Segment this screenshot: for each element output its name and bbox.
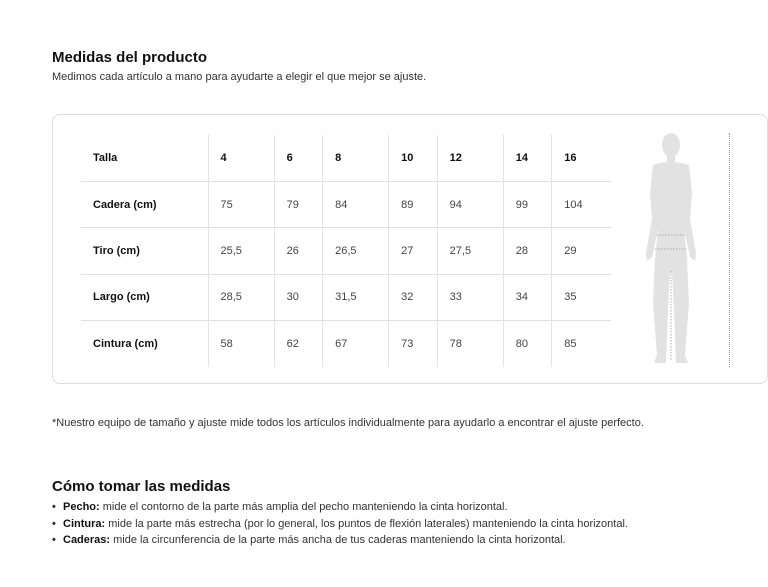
row-label: Tiro (cm) — [81, 228, 208, 274]
table-cell: 99 — [503, 181, 551, 227]
table-cell: 31,5 — [323, 274, 389, 320]
measure-desc: mide la circunferencia de la parte más ancha de tus caderas manteniendo la cinta horizontal. — [110, 534, 566, 546]
table-cell: 27,5 — [437, 228, 503, 274]
how-to-measure-title: Cómo tomar las medidas — [52, 478, 231, 495]
size-chart-card — [52, 114, 768, 384]
size-header-cell: 4 — [208, 135, 274, 181]
bullet-icon: • — [52, 534, 56, 546]
table-cell: 32 — [389, 274, 437, 320]
fit-note: *Nuestro equipo de tamaño y ajuste mide todos los artículos individualmente para ayudarlo a encontrar el ajuste perfecto. — [52, 417, 644, 429]
list-item — [52, 516, 628, 533]
table-cell: 80 — [503, 321, 551, 367]
row-label: Cadera (cm) — [81, 181, 208, 227]
body-silhouette-icon — [643, 133, 699, 367]
table-cell: 78 — [437, 321, 503, 367]
bullet-icon: • — [52, 501, 56, 513]
measure-term: Cintura: — [63, 517, 106, 530]
table-header-label: Talla — [93, 151, 118, 164]
table-cell: 62 — [274, 321, 322, 367]
list-item — [52, 532, 628, 549]
table-cell: 85 — [552, 321, 611, 367]
table-cell: 34 — [503, 274, 551, 320]
table-cell: 30 — [274, 274, 322, 320]
measure-desc: mide la parte más estrecha (por lo general, los puntos de flexión laterales) manteniendo la cinta horizontal. — [105, 517, 628, 530]
list-item — [52, 499, 628, 516]
how-to-measure-list — [52, 499, 628, 549]
table-cell: 27 — [389, 228, 437, 274]
table-cell: 28 — [503, 228, 551, 274]
size-header-cell: 10 — [389, 135, 437, 181]
table-cell: 104 — [552, 181, 611, 227]
measure-term: Caderas: — [63, 534, 111, 546]
size-header-cell: 16 — [552, 135, 611, 181]
table-header-row — [81, 135, 611, 181]
bullet-icon: • — [52, 517, 56, 530]
table-cell: 67 — [323, 321, 389, 367]
size-table — [81, 135, 611, 367]
measure-guide-line — [729, 133, 730, 367]
size-header-cell: 12 — [437, 135, 503, 181]
table-cell: 79 — [274, 181, 322, 227]
table-row — [81, 321, 611, 367]
table-cell: 25,5 — [208, 228, 274, 274]
table-cell: 84 — [323, 181, 389, 227]
table-row — [81, 274, 611, 320]
table-cell: 29 — [552, 228, 611, 274]
table-row — [81, 228, 611, 274]
table-cell: 89 — [389, 181, 437, 227]
size-header-cell: 14 — [503, 135, 551, 181]
page-title: Medidas del producto — [52, 49, 208, 66]
page-subtitle: Medimos cada artículo a mano para ayudarte a elegir el que mejor se ajuste. — [52, 71, 427, 83]
size-header-cell: 8 — [323, 135, 389, 181]
table-cell: 94 — [437, 181, 503, 227]
table-cell: 35 — [552, 274, 611, 320]
measure-term: Pecho: — [63, 501, 100, 513]
row-label: Largo (cm) — [81, 274, 208, 320]
table-cell: 75 — [208, 181, 274, 227]
table-row — [81, 181, 611, 227]
table-cell: 73 — [389, 321, 437, 367]
row-label: Cintura (cm) — [81, 321, 208, 367]
table-cell: 28,5 — [208, 274, 274, 320]
measure-desc: mide el contorno de la parte más amplia del pecho manteniendo la cinta horizontal. — [99, 501, 508, 513]
table-cell: 58 — [208, 321, 274, 367]
table-cell: 26,5 — [323, 228, 389, 274]
table-cell: 26 — [274, 228, 322, 274]
size-header-cell: 6 — [274, 135, 322, 181]
table-cell: 33 — [437, 274, 503, 320]
